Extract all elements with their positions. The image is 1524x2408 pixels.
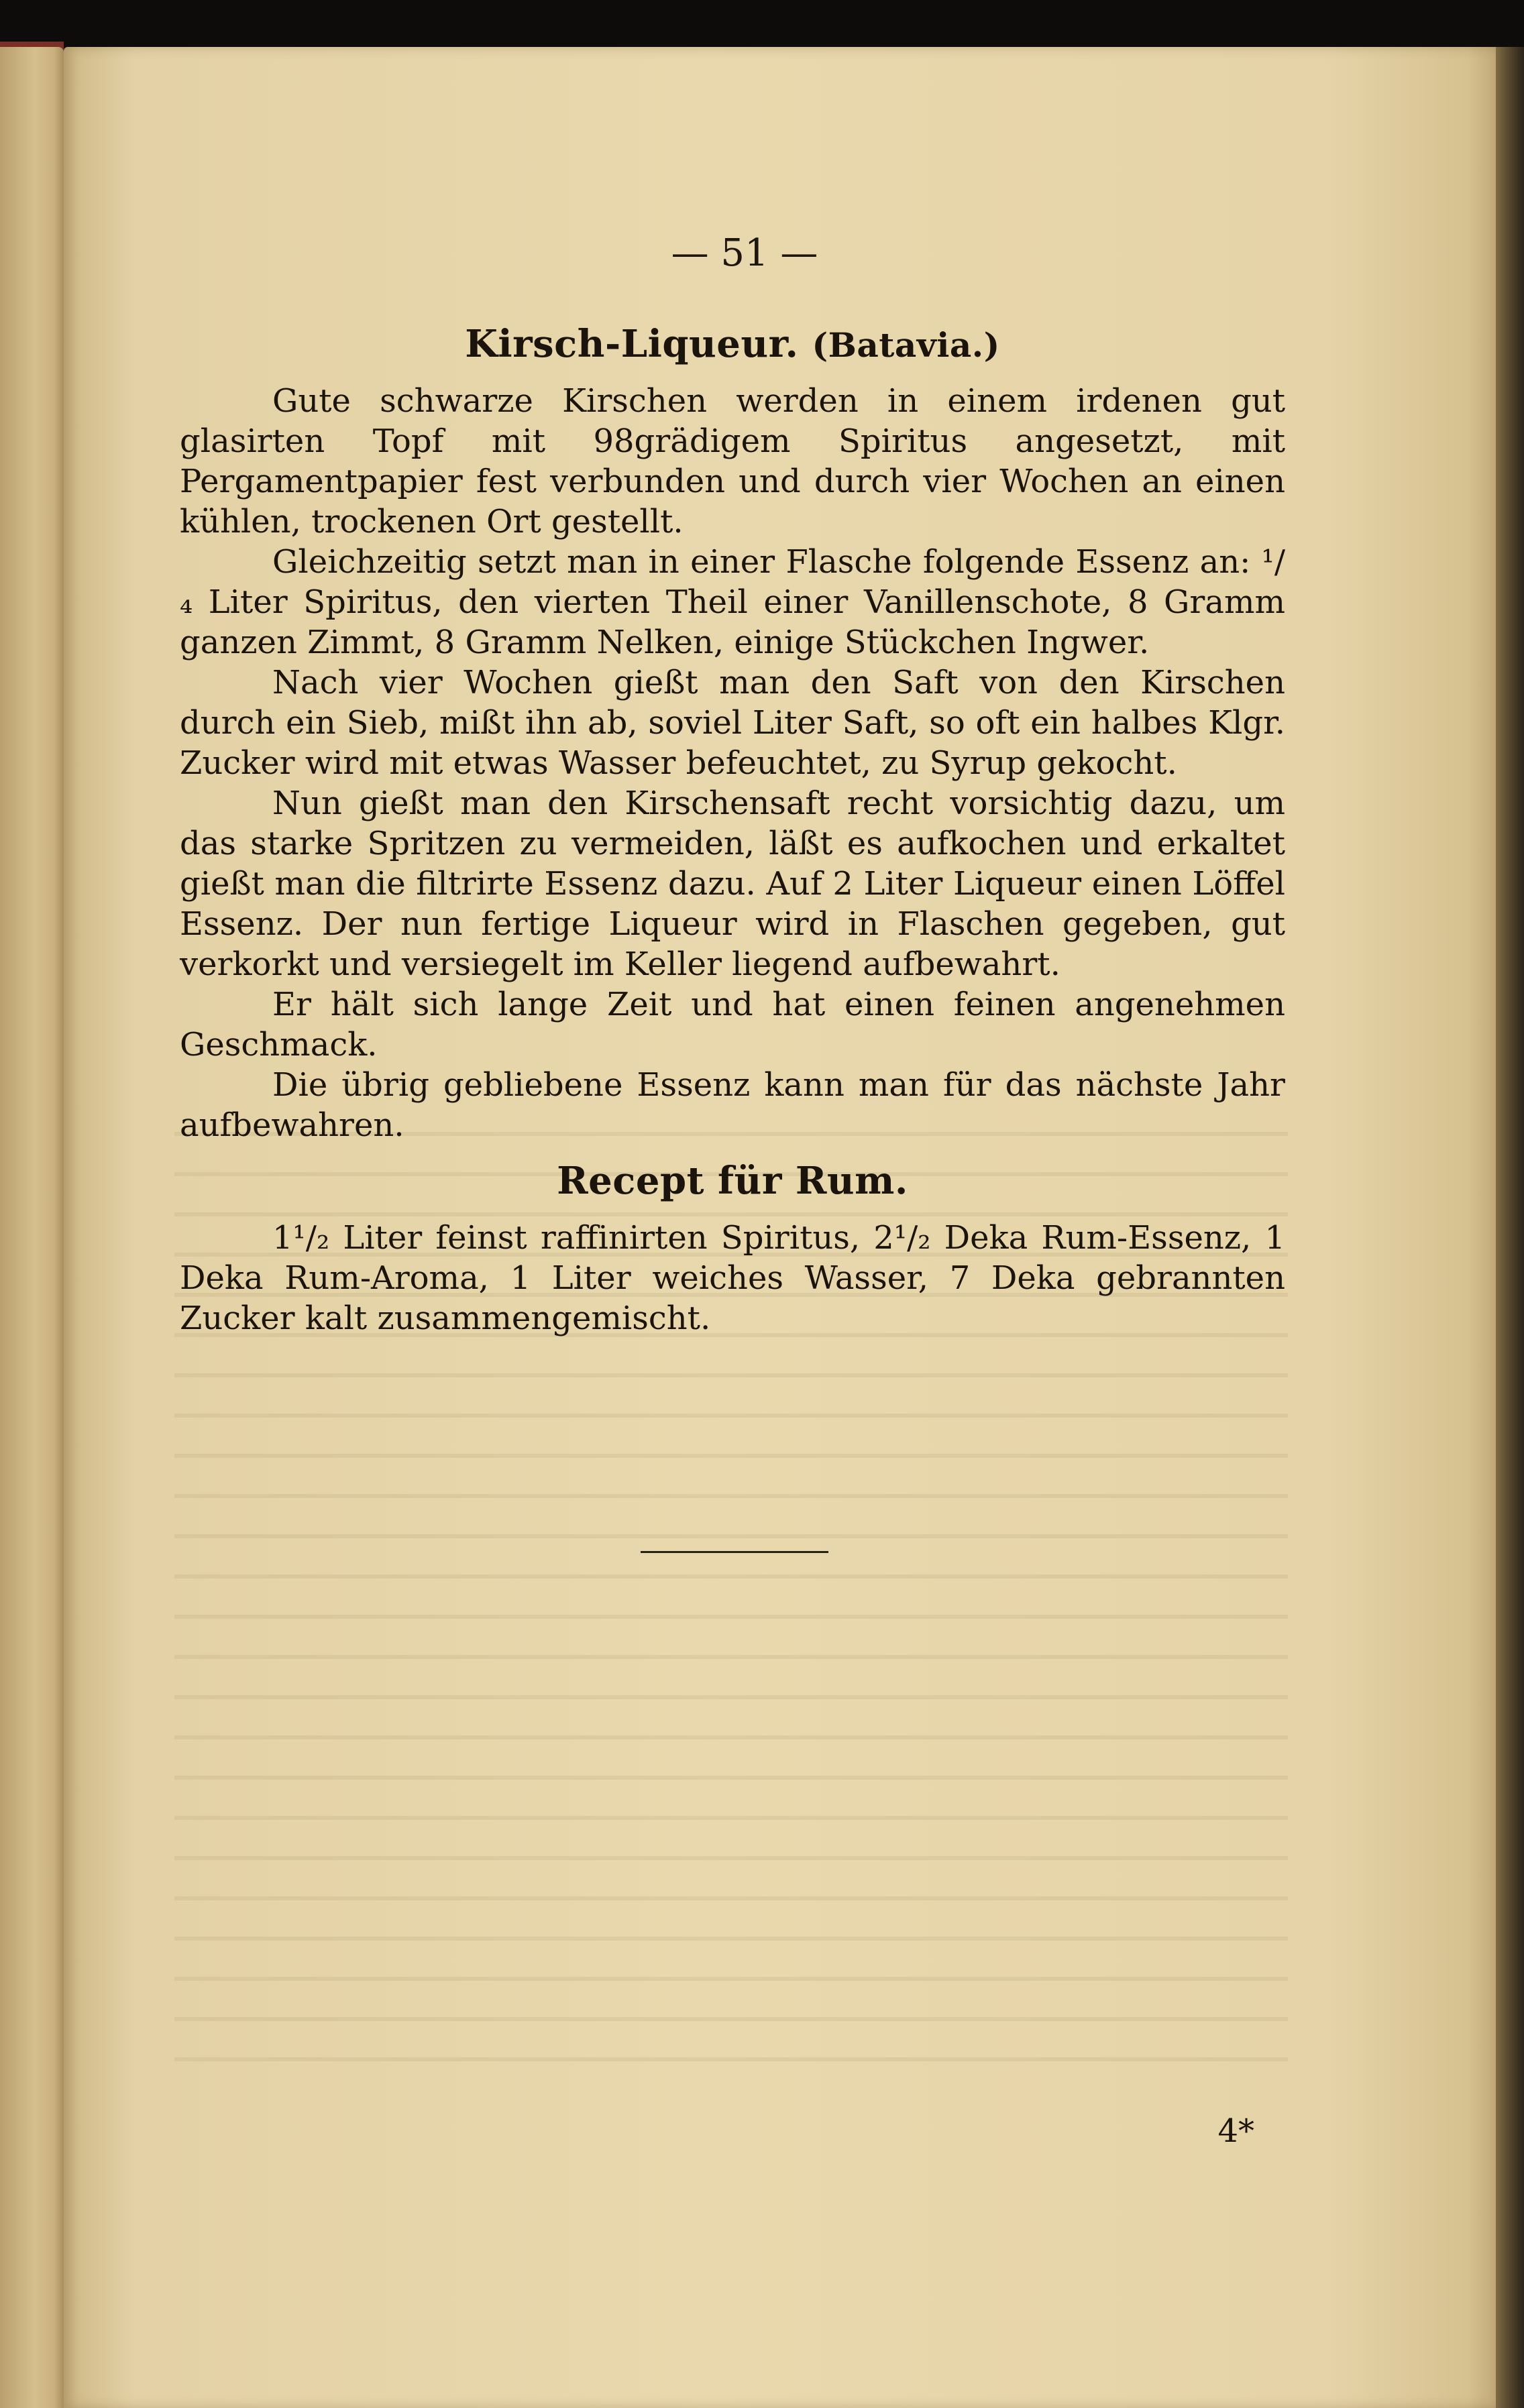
end-rule [641, 1551, 828, 1553]
paragraph: Die übrig gebliebene Essenz kann man für das nächste Jahr aufbewahren. [180, 1066, 1285, 1144]
section-subtitle: (Batavia.) [812, 325, 1000, 365]
paragraph: Er hält sich lange Zeit und hat einen feinen angenehmen Geschmack. [180, 986, 1285, 1064]
previous-page-edge [0, 47, 64, 2408]
page-stack-edge [1496, 47, 1524, 2408]
page-number: — 51 — [671, 231, 818, 275]
paragraph: 1¹/₂ Liter feinst raffinirten Spiritus, 2¹/₂ Deka Rum-Essenz, 1 Deka Rum-Aroma, 1 Liter weiches Wasser, 7 Deka gebrannten Zucker kalt zusammengemischt. [180, 1219, 1285, 1337]
paragraph: Nun gießt man den Kirschensaft recht vorsichtig dazu, um das starke Spritzen zu vermeiden, läßt es aufkochen und erkaltet gießt man die filtrirte Essenz dazu. Auf 2 Liter Liqueur einen Löffel Essenz. Der nun fertige Liqueur wird in Flaschen gegeben, gut verkorkt und versiegelt im Keller liegend aufbewahrt. [180, 785, 1285, 983]
paragraph: Nach vier Wochen gießt man den Saft von den Kirschen durch ein Sieb, mißt ihn ab, soviel Liter Saft, so oft ein halbes Klgr. Zucker wird mit etwas Wasser befeuchtet, zu Syrup gekocht. [180, 664, 1285, 782]
section-title-text: Kirsch-Liqueur. [465, 322, 799, 366]
signature-mark: 4* [1217, 2112, 1254, 2150]
page-body [180, 308, 1285, 1338]
section-title-recept-rum: Recept für Rum. [557, 1159, 908, 1203]
paragraph: Gleichzeitig setzt man in einer Flasche folgende Essenz an: ¹/₄ Liter Spiritus, den vierten Theil einer Vanillenschote, 8 Gramm ganzen Zimmt, 8 Gramm Nelken, einige Stückchen Ingwer. [180, 543, 1285, 661]
section-title-kirsch-liqueur [180, 322, 1285, 366]
paragraph: Gute schwarze Kirschen werden in einem irdenen gut glasirten Topf mit 98grädigem Spiritus angesetzt, mit Pergamentpapier fest verbunden und durch vier Wochen an einen kühlen, trockenen Ort gestellt. [180, 382, 1285, 540]
